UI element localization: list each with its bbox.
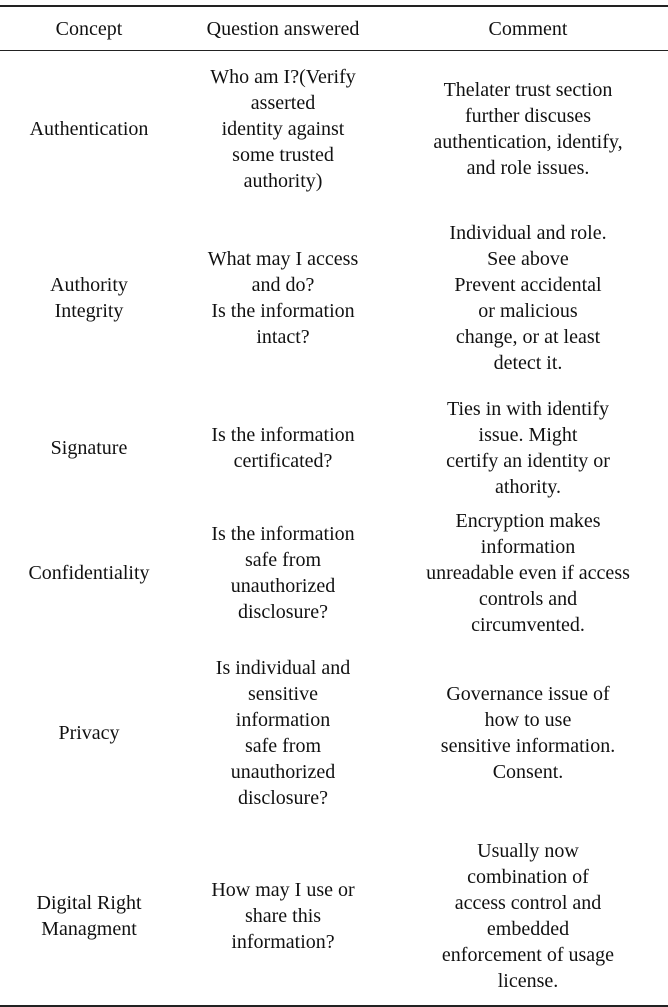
table-body (0, 51, 668, 1006)
cell-line: certify an identity or (446, 449, 610, 472)
cell-line: Confidentiality (28, 561, 150, 584)
cell-line: information (480, 535, 576, 558)
header-comment: Comment (488, 17, 568, 40)
question-cell (178, 828, 388, 1006)
cell-line: Authority (50, 273, 128, 296)
header-question-answered: Question answered (206, 17, 360, 40)
cell-line: Authentication (29, 118, 149, 141)
table-row (0, 828, 668, 1006)
cell-line: circumvented. (471, 613, 585, 636)
cell-line: issue. Might (478, 423, 578, 446)
table-row (0, 388, 668, 508)
cell-line: intact? (256, 325, 310, 348)
comment-cell (388, 508, 668, 638)
cell-line: detect it. (493, 351, 563, 374)
question-cell (178, 388, 388, 508)
cell-line: Signature (50, 436, 128, 459)
cell-line: safe from (244, 734, 322, 757)
cell-line: Governance issue of (446, 682, 610, 705)
comment-cell (388, 208, 668, 388)
concept-cell (0, 51, 178, 208)
cell-line: some trusted (232, 144, 334, 167)
comment-cell (388, 828, 668, 1006)
cell-line: authentication, identify, (433, 131, 623, 154)
header-concept: Concept (55, 17, 123, 40)
cell-line: change, or at least (455, 325, 601, 348)
comment-cell (388, 51, 668, 208)
question-cell (178, 508, 388, 638)
cell-line: embedded (486, 918, 570, 940)
cell-line: Usually now (477, 840, 579, 862)
cell-line: Is the information (211, 299, 355, 322)
cell-line: and role issues. (466, 157, 590, 180)
cell-line: and do? (251, 273, 315, 296)
comment-cell (388, 388, 668, 508)
cell-line: disclosure? (238, 786, 328, 809)
cell-line: safe from (244, 548, 322, 571)
question-cell (178, 208, 388, 388)
cell-line: Is individual and (215, 656, 351, 679)
cell-line: sensitive (248, 682, 318, 705)
cell-line: unauthorized (230, 574, 336, 597)
concept-cell (0, 638, 178, 828)
cell-line: Consent. (492, 760, 564, 783)
table-row (0, 638, 668, 828)
cell-line: Who am I?(Verify (210, 66, 356, 89)
table-row (0, 508, 668, 638)
cell-line: share this (244, 905, 322, 927)
cell-line: further discuses (464, 105, 592, 128)
concept-cell (0, 828, 178, 1006)
cell-line: information (235, 708, 331, 731)
cell-line: Individual and role. (449, 221, 607, 244)
cell-line: Thelater trust section (443, 79, 613, 102)
cell-line: how to use (484, 708, 572, 731)
cell-line: What may I access (207, 247, 359, 270)
cell-line: athority. (495, 475, 561, 498)
cell-line: or malicious (478, 299, 578, 322)
question-cell (178, 638, 388, 828)
cell-line: sensitive information. (440, 734, 616, 757)
cell-line: combination of (467, 866, 589, 888)
cell-line: unreadable even if access (426, 561, 630, 584)
cell-line: unauthorized (230, 760, 336, 783)
cell-line: identity against (221, 118, 345, 141)
cell-line: authority) (243, 170, 323, 193)
cell-line: Encryption makes (455, 509, 601, 532)
header-row (0, 6, 668, 51)
cell-line: information? (231, 931, 335, 953)
security-concepts-table (0, 5, 668, 1007)
cell-line: How may I use or (211, 879, 355, 901)
question-cell (178, 51, 388, 208)
cell-line: Is the information (211, 423, 355, 446)
concept-cell (0, 508, 178, 638)
table-header (0, 6, 668, 51)
cell-line: certificated? (233, 449, 333, 472)
concept-cell (0, 208, 178, 388)
cell-line: Privacy (58, 721, 120, 744)
cell-line: Is the information (211, 522, 355, 545)
cell-line: access control and (454, 892, 602, 914)
cell-line: Managment (41, 918, 137, 940)
cell-line: Ties in with identify (446, 397, 610, 420)
table-row (0, 51, 668, 208)
cell-line: Prevent accidental (454, 273, 602, 296)
concept-cell (0, 388, 178, 508)
table-row (0, 208, 668, 388)
cell-line: license. (497, 970, 559, 992)
cell-line: Integrity (54, 299, 124, 322)
cell-line: asserted (250, 92, 316, 115)
cell-line: Digital Right (36, 892, 142, 914)
cell-line: controls and (478, 587, 578, 610)
cell-line: enforcement of usage (441, 944, 615, 966)
comment-cell (388, 638, 668, 828)
cell-line: disclosure? (238, 600, 328, 623)
cell-line: See above (487, 247, 569, 270)
